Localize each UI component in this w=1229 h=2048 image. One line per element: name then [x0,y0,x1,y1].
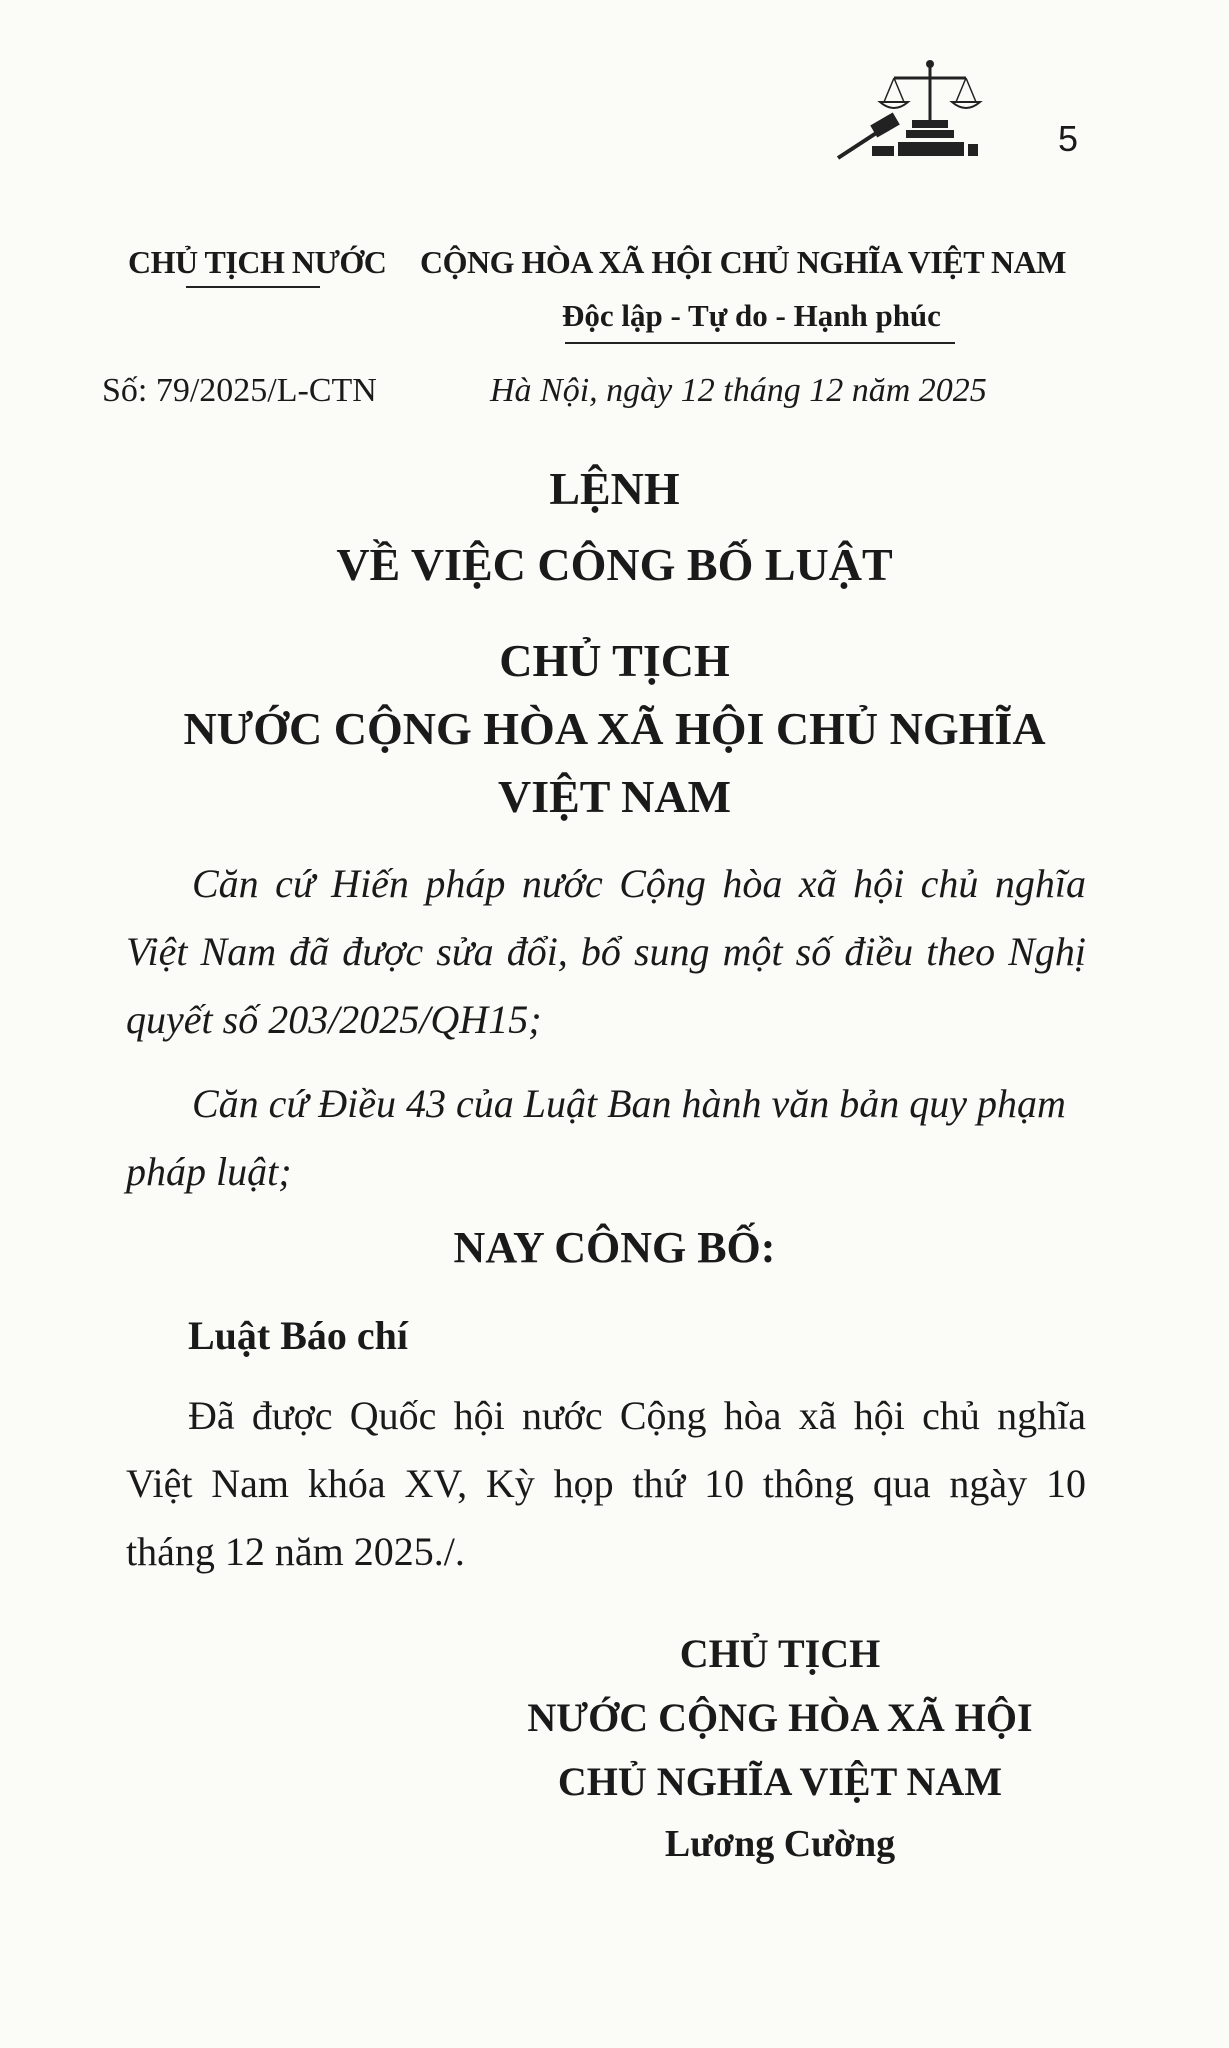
national-motto: Độc lập - Tự do - Hạnh phúc [562,298,941,333]
legal-basis-1-text: Căn cứ Hiến pháp nước Cộng hòa xã hội chủ nghĩa Việt Nam đã được sửa đổi, bổ sung một số điều theo Nghị quyết số 203/2025/QH15; [126,861,1086,1042]
legal-basis-2-text: Căn cứ Điều 43 của Luật Ban hành văn bản quy phạm pháp luật; [126,1081,1066,1194]
issuer-heading [128,244,386,281]
motto-underline [565,342,955,344]
title-order: LỆNH [549,463,680,514]
passage-text: Đã được Quốc hội nước Cộng hòa xã hội chủ nghĩa Việt Nam khóa XV, Kỳ họp thứ 10 thông qua ngày 10 tháng 12 năm 2025./. [126,1393,1086,1574]
passage-statement [126,1382,1086,1586]
signer-title-1: CHỦ TỊCH [679,1631,881,1676]
signer-title-3: CHỦ NGHĨA VIỆT NAM [557,1759,1003,1804]
law-name: Luật Báo chí [188,1313,409,1358]
issuer-label: CHỦ TỊCH NƯỚC [128,244,387,280]
document-place-date: Hà Nội, ngày 12 tháng 12 năm 2025 [490,372,987,409]
announcement-heading: NAY CÔNG BỐ: [453,1223,776,1272]
authority-line-1: CHỦ TỊCH [499,635,730,686]
signer-title-2: NƯỚC CỘNG HÒA XÃ HỘI [527,1695,1033,1740]
authority-line-3: VIỆT NAM [497,771,731,822]
scales-of-justice-gavel-icon [828,58,988,168]
legal-basis-1 [126,850,1086,1054]
title-subject: VỀ VIỆC CÔNG BỐ LUẬT [336,539,893,590]
country-heading: CỘNG HÒA XÃ HỘI CHỦ NGHĨA VIỆT NAM [420,244,1066,280]
legal-basis-2 [126,1070,1086,1206]
issuer-underline [186,286,320,288]
authority-line-2: NƯỚC CỘNG HÒA XÃ HỘI CHỦ NGHĨA [183,703,1046,754]
signer-name: Lương Cường [664,1823,896,1865]
document-number: Số: 79/2025/L-CTN [102,372,377,409]
page-number: 5 [1058,118,1079,159]
